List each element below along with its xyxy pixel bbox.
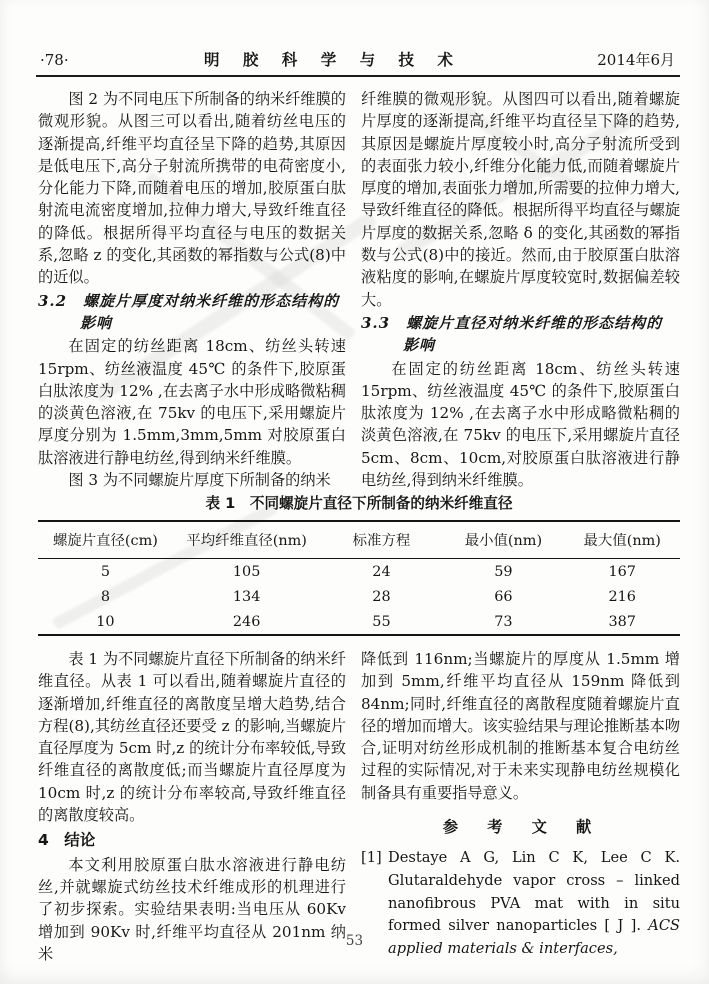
table-cell: 10: [96, 613, 115, 630]
table-row: [38, 609, 680, 635]
table-cell: 134: [232, 588, 261, 605]
table-title: 表 1 不同螺旋片直径下所制备的纳米纤维直径: [205, 495, 513, 512]
table-header-cell: 平均纤维直径(nm): [173, 521, 321, 559]
section-heading-line: 3.2 螺旋片厚度对纳米纤维的形态结构的: [38, 291, 340, 310]
table-cell: 246: [232, 613, 261, 630]
journal-title: 明 胶 科 学 与 技 术: [204, 51, 462, 69]
table-row: [38, 584, 680, 609]
paragraph: 图 3 为不同螺旋片厚度下所制备的纳米: [68, 471, 331, 490]
table-header-cell: 最小值(nm): [442, 521, 564, 559]
lower-body: [38, 648, 680, 965]
table-cell: 105: [232, 563, 261, 580]
paragraph: 本文利用胶原蛋白肽水溶液进行静电纺丝,并就螺旋式纺丝技术纤维成形的机理进行了初步探索。实验结果表明:当电压从 60Kv 增加到 90Kv 时,纤维平均直径从 201nm 纳米: [38, 855, 346, 963]
section-heading-3-2: [38, 290, 346, 335]
data-table: [38, 520, 680, 636]
left-column-lower: [38, 648, 346, 965]
footer-page-number: 53: [345, 933, 364, 949]
table-cell: 73: [494, 613, 513, 630]
table-cell: 66: [494, 588, 513, 605]
table-header-cell: 最大值(nm): [564, 521, 680, 559]
table-cell: 216: [608, 588, 636, 605]
table-cell: 24: [372, 563, 391, 580]
left-column: [38, 88, 346, 491]
table-cell: 8: [100, 588, 110, 605]
conclusion-heading: 4 结论: [38, 831, 96, 850]
right-column: [361, 88, 680, 491]
paragraph: 纤维膜的微观形貌。从图四可以看出,随着螺旋片厚度的逐渐提高,纤维平均直径呈下降的趋势,其原因是螺旋片厚度较小时,高分子射流所受到的表面张力较小,纤维分化能力低,而随着螺旋片厚度的增加,表面张力增加,所需要的拉伸力增大,导致纤维直径的降低。根据所得平均直径与螺旋片厚度的数据关系,忽略 δ 的变化,其函数的幂指数与公式(8)中的接近。然而,由于胶原蛋白肽溶液粘度的影响,在螺旋片厚度较宽时,数据偏差较大。: [361, 90, 680, 309]
header-rule: [36, 75, 680, 77]
table-cell: 28: [372, 588, 391, 605]
reference-journal-name: ACS applied materials & interfaces,: [388, 917, 680, 957]
table-cell: 5: [100, 563, 110, 580]
section-heading-line: 影响: [80, 313, 113, 332]
page-marker: ·78·: [40, 51, 69, 69]
right-column-lower: [361, 648, 680, 965]
section-heading-3-3: [361, 312, 680, 357]
table-cell: 167: [608, 563, 636, 580]
paragraph: 图 2 为不同电压下所制备的纳米纤维膜的微观形貌。从图三可以看出,随着纺丝电压的逐渐提高,纤维平均直径呈下降的趋势,其原因是低电压下,高分子射流所携带的电荷密度小,分化能力下降,而随着电压的增加,胶原蛋白肽射流电流密度增加,拉伸力增大,导致纤维直径的降低。根据所得平均直径与电压的数据关系,忽略 z 的变化,其函数的幂指数与公式(8)中的近似。: [38, 90, 346, 287]
paragraph: 在固定的纺丝距离 18cm、纺丝头转速 15rpm、纺丝液温度 45℃ 的条件下,胶原蛋白肽浓度为 12% ,在去离子水中形成略微粘稠的淡黄色溶液,在 75kv 的电压下,采用螺旋片厚度分别为 1.5mm,3mm,5mm 对胶原蛋白肽溶液进行静电纺丝,得到纳米纤维膜。: [38, 337, 346, 467]
table-cell: 55: [372, 613, 391, 630]
section-heading-line: 影响: [403, 336, 436, 355]
references-heading: 参 考 文 献: [442, 818, 599, 837]
table-header-row: [38, 521, 680, 559]
table-header-cell: 标准方程: [320, 521, 442, 559]
table-cell: 387: [608, 613, 636, 630]
section-heading-line: 3.3 螺旋片直径对纳米纤维的形态结构的: [361, 313, 663, 332]
table-row: [38, 559, 680, 585]
table-cell: 59: [494, 563, 513, 580]
reference-text: Destaye A G, Lin C K, Lee C K. Glutaraldehyde vapor cross – linked nanofibrous PVA mat with in situ formed silver nanoparticles [ J ].: [388, 849, 680, 935]
issue-date: 2014年6月: [597, 51, 675, 69]
upper-body: [38, 88, 680, 491]
paragraph: 表 1 为不同螺旋片直径下所制备的纳米纤维直径。从表 1 可以看出,随着螺旋片直径的逐渐增加,纤维直径的离散度呈增大趋势,结合方程(8),其纺丝直径还要受 z 的影响,当螺旋片直径厚度为 5cm 时,z 的统计分布率较低,导致纤维直径的离散度低;而当螺旋片直径厚度为 10cm 时,z 的统计分布率较高,导致纤维直径的离散度较高。: [38, 650, 346, 825]
paragraph: 降低到 116nm;当螺旋片的厚度从 1.5mm 增加到 5mm,纤维平均直径从 159nm 降低到 84nm;同时,纤维直径的离散程度随着螺旋片直径的增加而增大。该实验结果与理论推断基本吻合,证明对纺丝形成机制的推断基本复合电纺丝过程的实际情况,对于未来实现静电纺丝规模化制备具有重要指导意义。: [361, 650, 680, 802]
paragraph: 在固定的纺丝距离 18cm、纺丝头转速 15rpm、纺丝液温度 45℃ 的条件下,胶原蛋白肽浓度为 12% ,在去离子水中形成略微粘稠的淡黄色溶液,在 75kv 的电压下,采用螺旋片直径 5cm、8cm、10cm,对胶原蛋白肽溶液进行静电纺丝,得到纳米纤维膜。: [361, 359, 680, 490]
reference-marker: [1]: [361, 849, 382, 867]
table-1-block: [38, 492, 680, 636]
table-header-cell: 螺旋片直径(cm): [38, 521, 173, 559]
running-header: [40, 48, 675, 70]
